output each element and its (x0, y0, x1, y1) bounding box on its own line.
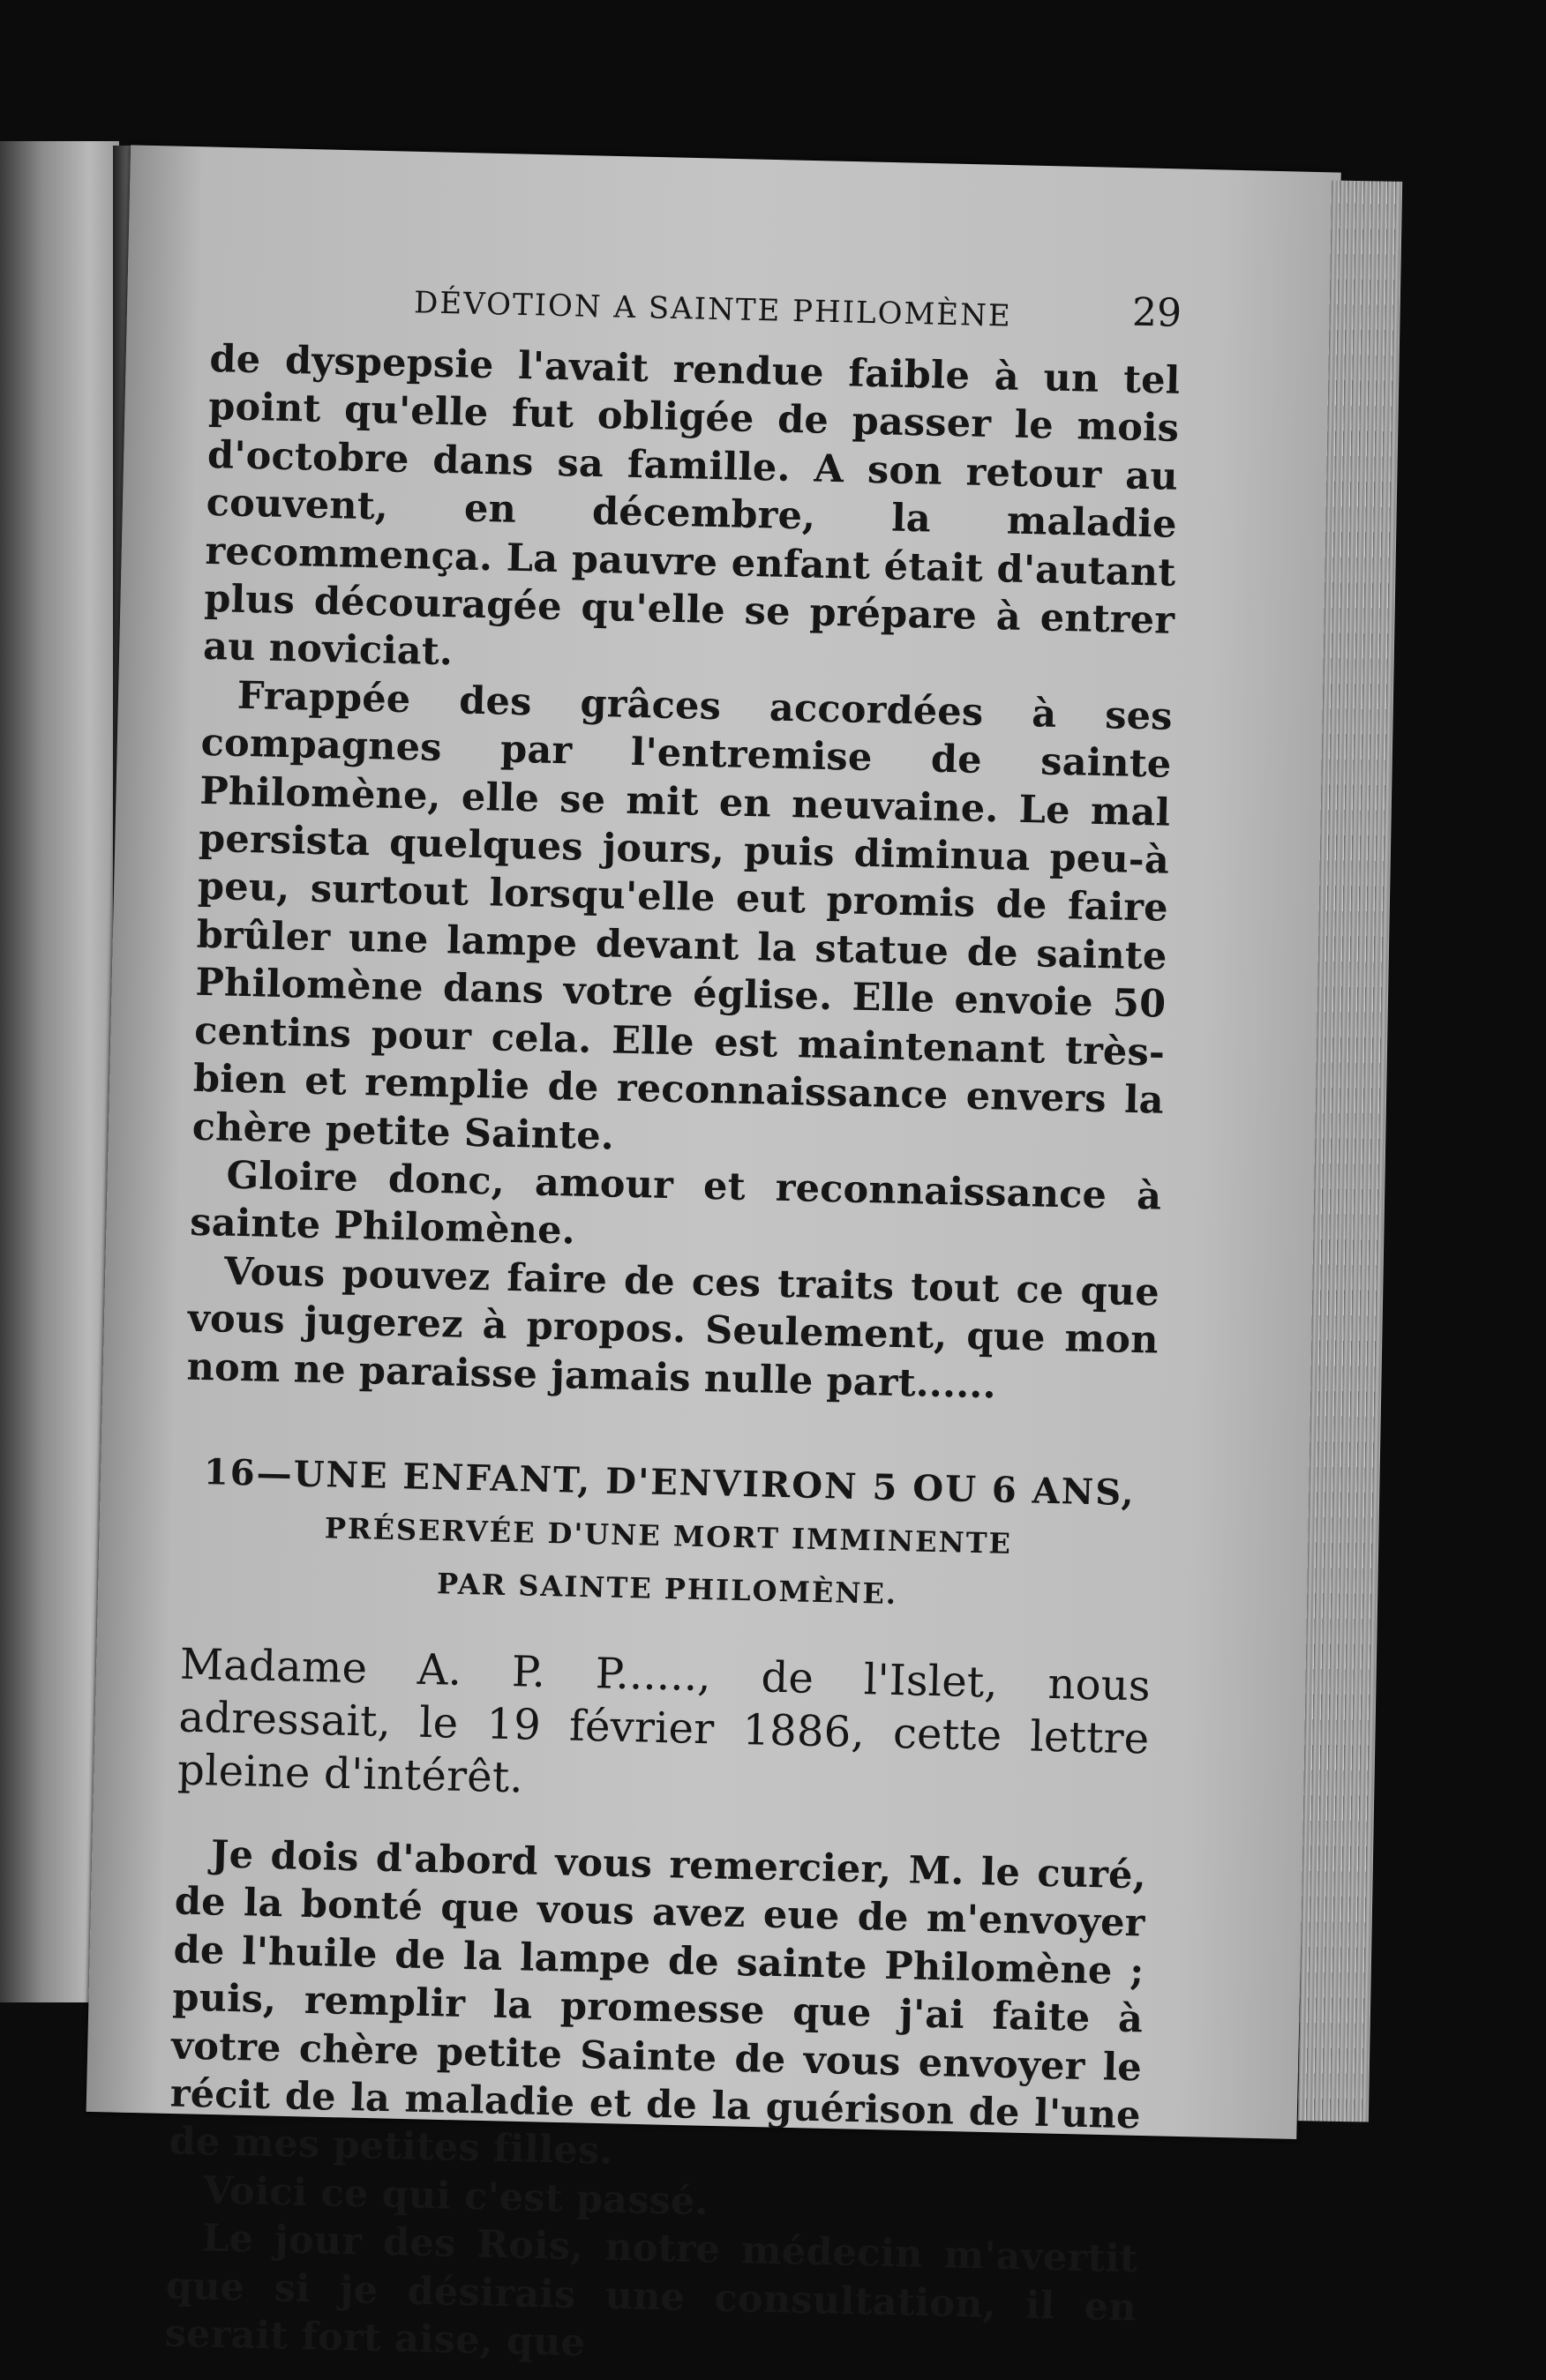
paragraph: Gloire donc, amour et reconnaissance à sainte Philomène. (189, 1153, 1162, 1254)
paragraph: Je dois d'abord vous remercier, M. le curé, de la bonté que vous avez eue de m'envoyer de l'huile de la lampe de sainte Philomène ; puis, remplir la promesse que j'ai faite à votre chère petite Sainte de vous envoyer le récit de la maladie et de la guérison de l'une de mes petites filles. (169, 1832, 1147, 2174)
intro-paragraph: Madame A. P. P......, de l'Islet, nous adressait, le 19 février 1886, cette lettre pleine d'intérêt. (176, 1639, 1152, 1803)
section-heading (182, 1446, 1156, 1627)
paragraph: Frappée des grâces accordées à ses compagnes par l'entremise de sainte Philomène, elle se mit en neuvaine. Le mal persista quelques jours, puis diminua peu-à peu, surtout lorsqu'elle eut promis de faire brûler une lampe devant la statue de sainte Philomène dans votre église. Elle envoie 50 centins pour cela. Elle est maintenant très-bien et remplie de reconnaissance envers la chère petite Sainte. (191, 673, 1174, 1159)
paragraph: Vous pouvez faire de ces traits tout ce que vous jugerez à propos. Seulement, que mon nom ne paraisse jamais nulle part...... (186, 1249, 1160, 1408)
page-number: 29 (1131, 289, 1182, 336)
running-head-title: DÉVOTION A SAINTE PHILOMÈNE (413, 285, 1013, 334)
paragraph: de dyspepsie l'avait rendue faible à un tel point qu'elle fut obligée de passer le mois d'octobre dans sa famille. A son retour au couvent, en décembre, la maladie recommença. La pauvre enfant était d'autant plus découragée qu'elle se prépare à entrer au noviciat. (202, 336, 1181, 675)
section-heading-line3: PAR SAINTE PHILOMÈNE. (436, 1567, 898, 1611)
page-content (164, 265, 1182, 2380)
paragraph: Le jour des Rois, notre médecin m'avertit que si je désirais une consultation, il en serait fort aise, que (164, 2216, 1138, 2366)
paragraph: Voici ce qui c'est passé. (202, 2168, 709, 2225)
section-heading-line2: PRÉSERVÉE D'UNE MORT IMMINENTE (324, 1511, 1013, 1560)
section-heading-line1: 16—UNE ENFANT, D'ENVIRON 5 OU 6 ANS, (203, 1451, 1137, 1515)
